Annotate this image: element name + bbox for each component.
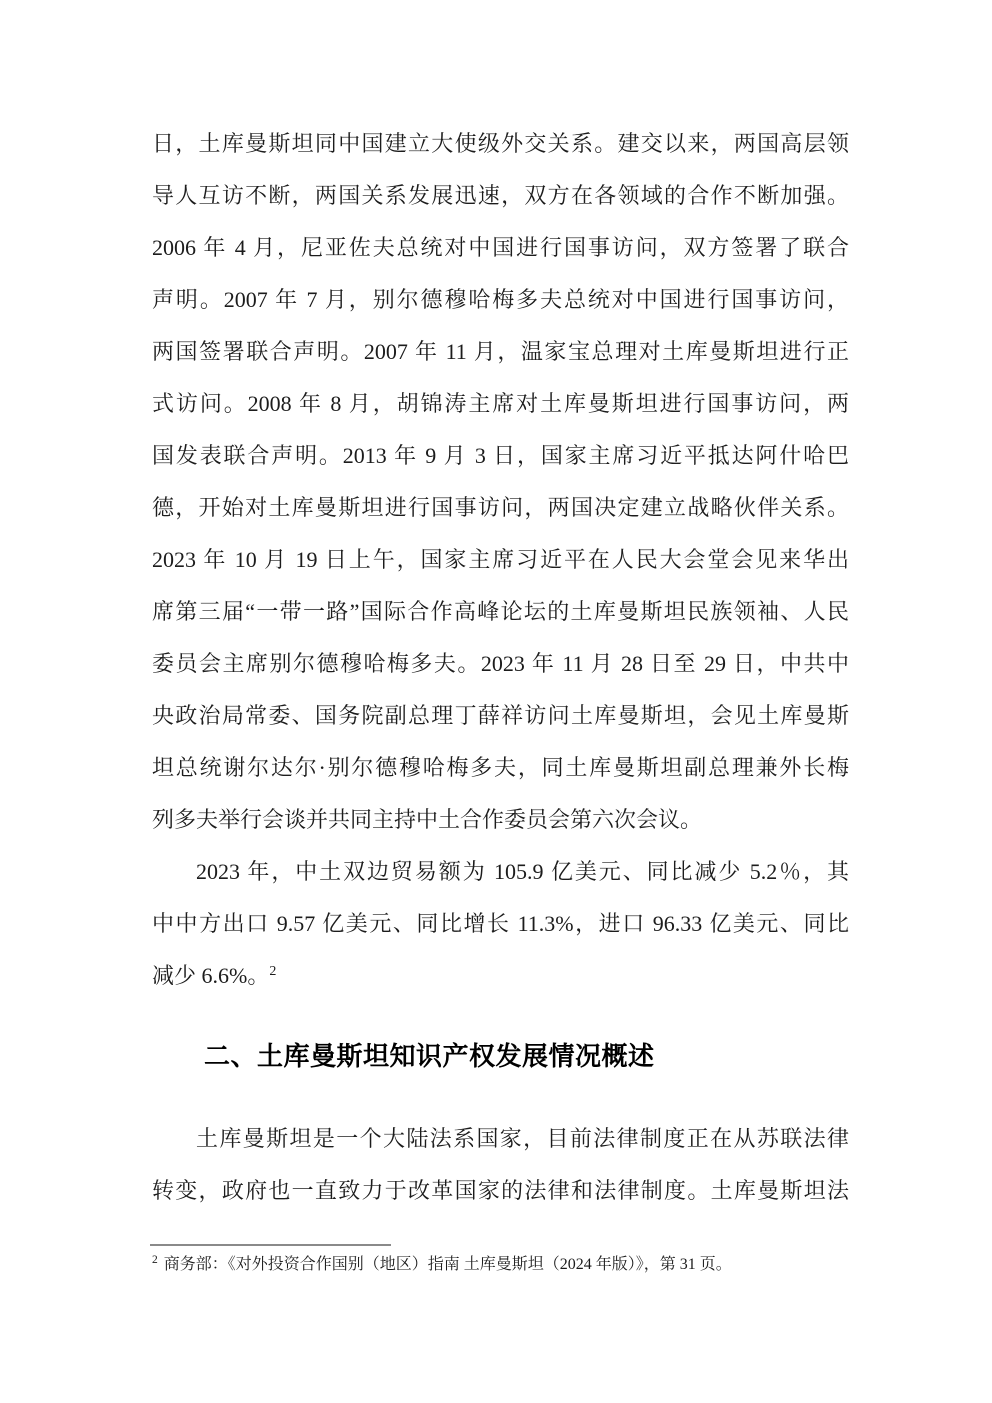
text-line: 列多夫举行会谈并共同主持中土合作委员会第六次会议。: [152, 807, 703, 832]
text-line: 德，开始对土库曼斯坦进行国事访问，两国决定建立战略伙伴关系。: [152, 495, 849, 520]
paragraph-3: [152, 1113, 849, 1217]
text-line: 2006 年 4 月，尼亚佐夫总统对中国进行国事访问，双方签署了联合: [152, 235, 849, 260]
text-line: 2023 年 10 月 19 日上午，国家主席习近平在人民大会堂会见来华出: [152, 547, 849, 572]
footnote: [152, 1252, 872, 1278]
text-line: 式访问。2008 年 8 月，胡锦涛主席对土库曼斯坦进行国事访问，两: [152, 391, 849, 416]
text-line: 两国签署联合声明。2007 年 11 月，温家宝总理对土库曼斯坦进行正: [152, 339, 849, 364]
paragraph-1: [152, 118, 849, 846]
paragraph-2: [152, 846, 849, 1002]
text-line: 转变，政府也一直致力于改革国家的法律和法律制度。土库曼斯坦法: [152, 1178, 849, 1203]
text-run: 减少 6.6%。: [152, 963, 270, 988]
text-line: 2023 年，中土双边贸易额为 105.9 亿美元、同比减少 5.2％，其: [196, 859, 849, 884]
text-line: 声明。2007 年 7 月，别尔德穆哈梅多夫总统对中国进行国事访问，: [152, 287, 849, 312]
text-line: 国发表联合声明。2013 年 9 月 3 日，国家主席习近平抵达阿什哈巴: [152, 443, 849, 468]
text-line: 土库曼斯坦是一个大陆法系国家，目前法律制度正在从苏联法律: [196, 1126, 849, 1151]
text-line: 坦总统谢尔达尔·别尔德穆哈梅多夫，同土库曼斯坦副总理兼外长梅: [152, 755, 849, 780]
text-line: 席第三届“一带一路”国际合作高峰论坛的土库曼斯坦民族领袖、人民: [152, 599, 849, 624]
text-line: [152, 950, 849, 1002]
text-line: 委员会主席别尔德穆哈梅多夫。2023 年 11 月 28 日至 29 日，中共中: [152, 651, 849, 676]
text-line: 导人互访不断，两国关系发展迅速，双方在各领域的合作不断加强。: [152, 183, 849, 208]
footnote-marker: 2: [152, 1254, 158, 1266]
footnote-reference: 2: [269, 964, 277, 979]
footnote-text: 商务部：《对外投资合作国别（地区）指南 土库曼斯坦（2024 年版）》，第 31 页。: [163, 1256, 732, 1273]
text-line: 日，土库曼斯坦同中国建立大使级外交关系。建交以来，两国高层领: [152, 131, 849, 156]
text-line: 中中方出口 9.57 亿美元、同比增长 11.3%，进口 96.33 亿美元、同比: [152, 911, 849, 936]
text-line: 央政治局常委、国务院副总理丁薛祥访问土库曼斯坦，会见土库曼斯: [152, 703, 849, 728]
section-heading: 二、土库曼斯坦知识产权发展情况概述: [204, 1041, 655, 1071]
footnote-separator: [150, 1244, 391, 1246]
